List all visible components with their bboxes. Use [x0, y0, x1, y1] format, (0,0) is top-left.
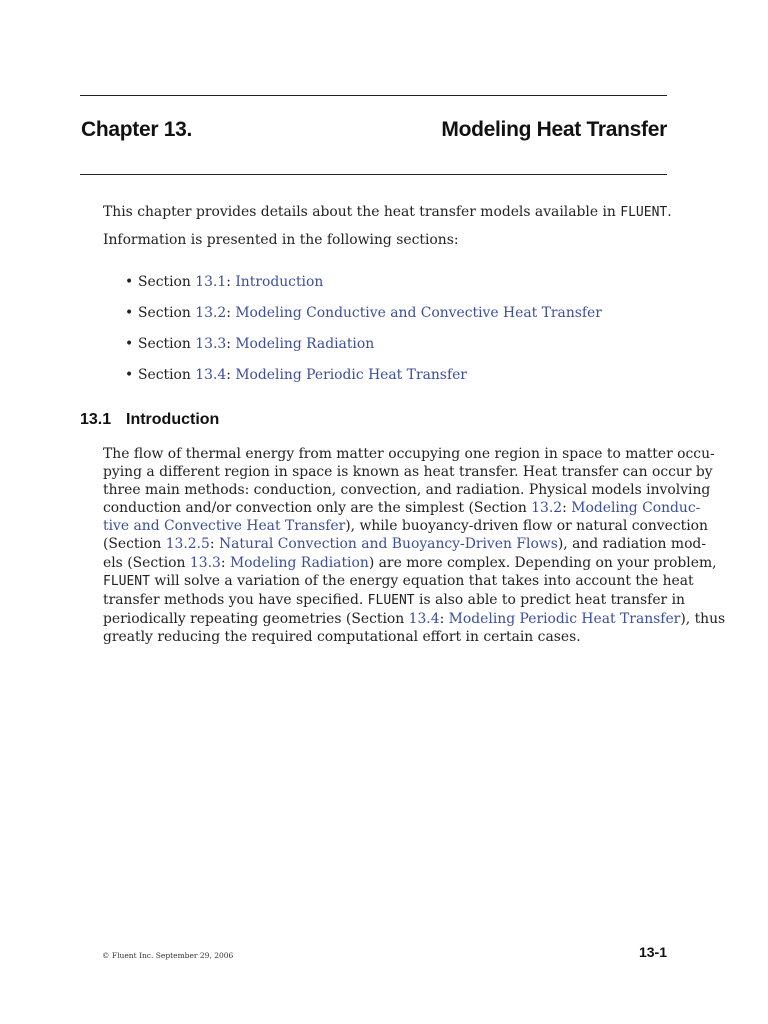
body-text: conduction and/or convection only are the simplest (Section — [103, 500, 532, 517]
body-text: will solve a variation of the energy equation that takes into account the heat — [149, 572, 694, 589]
body-text: periodically repeating geometries (Section — [103, 610, 409, 627]
body-text: is also able to predict heat transfer in — [414, 591, 685, 608]
section-link-13-3[interactable]: 13.3 — [195, 336, 227, 352]
body-line — [103, 554, 717, 572]
section-heading — [80, 411, 219, 429]
ref-link-13-3[interactable]: 13.3 — [189, 554, 221, 571]
separator: : — [226, 305, 236, 321]
separator: : — [226, 336, 236, 352]
body-line — [103, 535, 707, 553]
separator: : — [209, 536, 219, 553]
intro-period: . — [667, 204, 672, 220]
product-name: FLUENT — [367, 592, 415, 608]
separator: : — [439, 610, 449, 627]
body-text: ), and radiation mod- — [557, 536, 707, 553]
section-link-conductive-convective[interactable]: Modeling Conductive and Convective Heat Transfer — [235, 305, 602, 321]
ref-link-natural-convection[interactable]: Natural Convection and Buoyancy-Driven Flows — [218, 536, 558, 553]
bottom-rule — [80, 174, 667, 175]
separator: : — [220, 554, 230, 571]
product-name: FLUENT — [103, 573, 150, 589]
section-link-introduction[interactable]: Introduction — [235, 274, 324, 290]
ref-link-periodic[interactable]: Modeling Periodic Heat Transfer — [448, 610, 681, 627]
list-item — [125, 366, 602, 397]
section-link-13-4[interactable]: 13.4 — [195, 367, 227, 383]
top-rule — [80, 95, 667, 96]
body-text: els (Section — [103, 554, 190, 571]
section-link-radiation[interactable]: Modeling Radiation — [235, 336, 375, 352]
intro-paragraph — [103, 203, 672, 222]
ref-link-radiation[interactable]: Modeling Radiation — [229, 554, 369, 571]
body-line: pying a different region in space is known as heat transfer. Heat transfer can occur by — [103, 464, 713, 481]
sections-intro: Information is presented in the following sections: — [103, 232, 459, 248]
body-line: three main methods: conduction, convection, and radiation. Physical models involving — [103, 482, 711, 499]
chapter-number: Chapter 13. — [81, 118, 193, 141]
body-line: The flow of thermal energy from matter occupying one region in space to matter occu- — [103, 446, 715, 462]
section-prefix: Section — [138, 336, 196, 352]
intro-text: This chapter provides details about the heat transfer models available in — [103, 204, 621, 220]
body-line — [103, 610, 726, 628]
section-prefix: Section — [138, 274, 196, 290]
bullet: • — [125, 305, 134, 321]
list-item — [125, 304, 602, 335]
ref-link-13-4[interactable]: 13.4 — [408, 610, 440, 627]
body-line — [103, 499, 701, 517]
bullet: • — [125, 367, 134, 383]
section-heading-title: Introduction — [126, 411, 220, 428]
bullet: • — [125, 274, 134, 290]
separator: : — [226, 367, 236, 383]
body-text: transfer methods you have specified. — [103, 591, 368, 608]
product-name: FLUENT — [620, 205, 668, 220]
ref-link-conductive-convective[interactable]: Modeling Conduc- — [571, 500, 701, 517]
section-heading-number: 13.1 — [80, 411, 112, 428]
section-prefix: Section — [138, 367, 196, 383]
separator: : — [226, 274, 236, 290]
separator: : — [562, 500, 572, 517]
section-link-13-2[interactable]: 13.2 — [195, 305, 227, 321]
ref-link-conductive-convective-cont[interactable]: tive and Convective Heat Transfer — [103, 518, 346, 535]
section-link-13-1[interactable]: 13.1 — [195, 274, 227, 290]
footer-copyright: © Fluent Inc. September 29, 2006 — [102, 951, 234, 960]
chapter-title: Modeling Heat Transfer — [441, 118, 667, 141]
section-link-periodic[interactable]: Modeling Periodic Heat Transfer — [235, 367, 467, 383]
ref-link-13-2-5[interactable]: 13.2.5 — [165, 536, 210, 553]
page-number: 13-1 — [638, 944, 667, 960]
list-item — [125, 273, 602, 304]
bullet: • — [125, 336, 134, 352]
body-text: ), thus — [680, 610, 726, 627]
body-text: ), while buoyancy-driven flow or natural convection — [345, 518, 708, 535]
body-line — [103, 572, 694, 591]
body-line: greatly reducing the required computational effort in certain cases. — [103, 628, 581, 645]
body-line — [103, 517, 708, 535]
body-text: ) are more complex. Depending on your problem, — [368, 554, 717, 571]
ref-link-13-2[interactable]: 13.2 — [531, 500, 563, 517]
section-list — [125, 273, 602, 397]
body-line — [103, 591, 685, 610]
list-item — [125, 335, 602, 366]
body-text: (Section — [103, 536, 166, 553]
body-paragraph — [103, 445, 726, 646]
section-prefix: Section — [138, 305, 196, 321]
